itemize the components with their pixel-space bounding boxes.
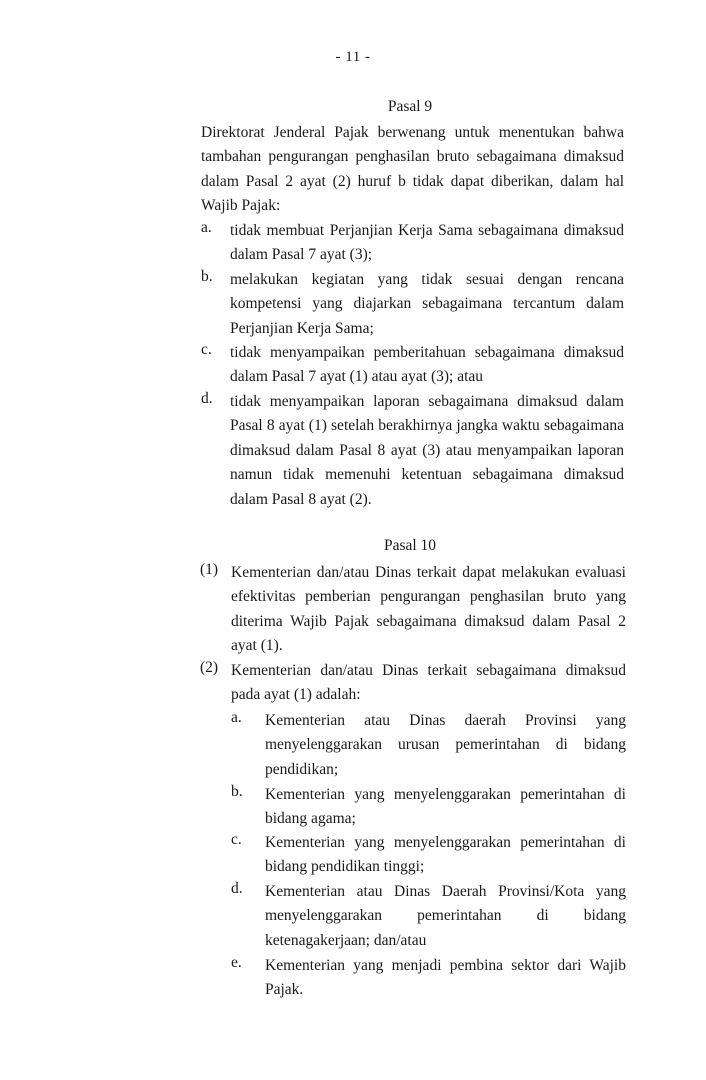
pasal-9-item-a-text: tidak membuat Perjanjian Kerja Sama sebagaimana dimaksud dalam Pasal 7 ayat (3); — [230, 222, 624, 264]
pasal-10-sub-item-c-text: Kementerian yang menyelenggarakan pemerintahan di bidang pendidikan tinggi; — [265, 834, 626, 876]
pasal-9-item-d — [201, 390, 624, 512]
pasal-10-sub-item-b-marker: b. — [231, 783, 243, 800]
pasal-10-ayat-2 — [200, 659, 626, 708]
pasal-10-sub-item-b — [231, 783, 626, 832]
pasal-9-item-c-text: tidak menyampaikan pemberitahuan sebagaimana dimaksud dalam Pasal 7 ayat (1) atau ayat (3); atau — [230, 344, 624, 386]
pasal-10-sub-item-c — [231, 831, 626, 880]
pasal-10-title: Pasal 10 — [383, 537, 437, 554]
pasal-9-intro-text: Direktorat Jenderal Pajak berwenang untuk menentukan bahwa tambahan pengurangan penghasilan bruto sebagaimana dimaksud dalam Pasal 2 ayat (2) huruf b tidak dapat diberikan, dalam hal Wajib Pajak: — [201, 124, 624, 215]
pasal-10-ayat-2-marker: (2) — [200, 659, 219, 676]
pasal-9-intro — [201, 121, 624, 219]
pasal-10-sub-item-a-marker: a. — [231, 709, 242, 726]
pasal-9-item-d-marker: d. — [201, 390, 213, 407]
pasal-9-item-b-marker: b. — [201, 268, 213, 285]
pasal-9-item-d-text: tidak menyampaikan laporan sebagaimana dimaksud dalam Pasal 8 ayat (1) setelah berakhirnya jangka waktu sebagaimana dimaksud dalam Pasal 8 ayat (3) atau menyampaikan laporan namun tidak memenuhi ketentuan sebagaimana dimaksud dalam Pasal 8 ayat (2). — [230, 393, 624, 508]
pasal-10-sub-item-c-marker: c. — [231, 831, 242, 848]
pasal-9-item-b-text: melakukan kegiatan yang tidak sesuai dengan rencana kompetensi yang diajarkan sebagaimana tercantum dalam Perjanjian Kerja Sama; — [230, 271, 624, 337]
pasal-9-item-c — [201, 341, 624, 390]
pasal-9-item-c-marker: c. — [201, 341, 212, 358]
pasal-9-title: Pasal 9 — [387, 98, 433, 115]
pasal-9-item-a-marker: a. — [201, 219, 212, 236]
pasal-10-ayat-2-text: Kementerian dan/atau Dinas terkait sebagaimana dimaksud pada ayat (1) adalah: — [231, 662, 626, 704]
pasal-9-item-b — [201, 268, 624, 341]
pasal-10-sub-item-e — [231, 954, 626, 1003]
pasal-10-sub-item-b-text: Kementerian yang menyelenggarakan pemerintahan di bidang agama; — [265, 786, 626, 828]
page-number: - 11 - — [335, 49, 371, 65]
pasal-10-ayat-1-text: Kementerian dan/atau Dinas terkait dapat melakukan evaluasi efektivitas pemberian pengurangan penghasilan bruto yang diterima Wajib Pajak sebagaimana dimaksud dalam Pasal 2 ayat (1). — [231, 564, 626, 655]
pasal-10-sub-item-e-text: Kementerian yang menjadi pembina sektor dari Wajib Pajak. — [265, 957, 626, 999]
pasal-9-item-a — [201, 219, 624, 268]
pasal-10-sub-item-a — [231, 709, 626, 782]
pasal-10-ayat-1-marker: (1) — [200, 561, 219, 578]
pasal-10-sub-item-d-marker: d. — [231, 880, 243, 897]
pasal-10-sub-item-d — [231, 880, 626, 953]
pasal-10-sub-item-e-marker: e. — [231, 954, 242, 971]
pasal-10-sub-item-d-text: Kementerian atau Dinas Daerah Provinsi/Kota yang menyelenggarakan pemerintahan di bidang ketenagakerjaan; dan/atau — [265, 883, 626, 949]
pasal-10-sub-item-a-text: Kementerian atau Dinas daerah Provinsi yang menyelenggarakan urusan pemerintahan di bidang pendidikan; — [265, 712, 626, 778]
pasal-10-ayat-1 — [200, 561, 626, 659]
